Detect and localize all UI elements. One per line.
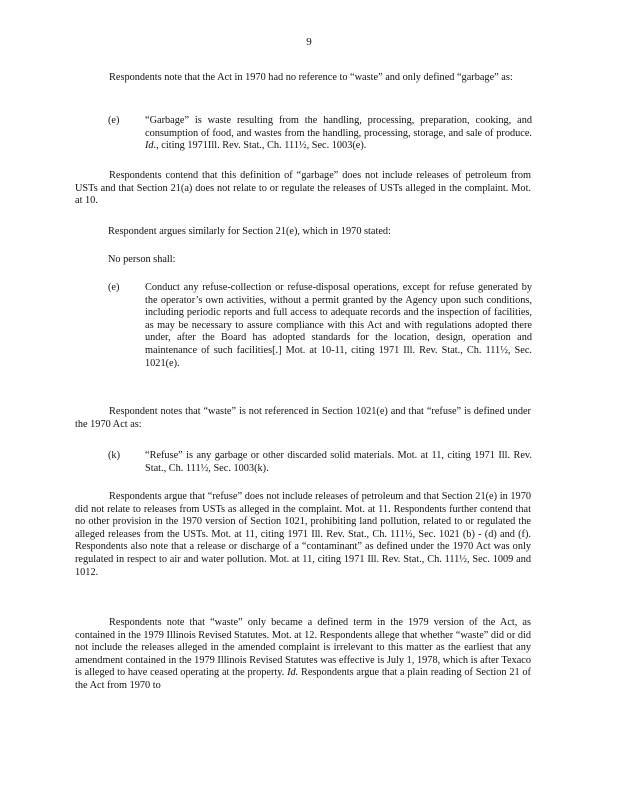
paragraph-refuse-intro: Respondent notes that “waste” is not referenced in Section 1021(e) and that “refuse” is defined under the 1970 Act as: [75, 406, 531, 430]
paragraph-contend-garbage: Respondents contend that this definition of “garbage” does not include releases of petroleum from USTs and that Section 21(a) does not relate to or regulate the releases of USTs alleged in the complaint. Mot. at 10. [75, 170, 531, 207]
paragraph-no-person: No person shall: [108, 254, 176, 265]
paragraph-waste-1979: Respondents note that “waste” only became a defined term in the 1979 version of the Act, as contained in the 1979 Illinois Revised Statutes. Mot. at 12. Respondents allege that whether “waste” did or did not include the releases alleged in the amended complaint is irrelevant to this matter as the earliest that any amendment contained in the 1979 Illinois Revised Statutes was effective is July 1, 1978, which is after Texaco is alleged to have ceased operating at the property. Id. Respondents argue that a plain reading of Section 21 of the Act from 1970 to [75, 617, 531, 691]
quote-text: “Garbage” is waste resulting from the handling, processing, preparation, cooking, and consumption of food, and wastes from the handling, processing, storage, and sale of produce. Id., citing 1971Ill. Rev. Stat., Ch. 111½, Sec. 1003(e). [145, 115, 532, 152]
quote-label: (e) [108, 282, 120, 293]
citation-id: Id. [287, 667, 299, 679]
quote-label: (e) [108, 115, 120, 126]
quote-text: Conduct any refuse-collection or refuse-disposal operations, except for refuse generated by the operator’s own activities, without a permit granted by the Agency upon such conditions, including periodic reports and full access to adequate records and the inspection of facilities, as may be necessary to assure compliance with this Act and with regulations adopted there under, after the Board has adopted standards for the location, design, operation and maintenance of such facilities[.] Mot. at 10-11, citing 1971 Ill. Rev. Stat., Ch. 111½, Sec. 1021(e). [145, 282, 532, 369]
paragraph-refuse-argument: Respondents argue that “refuse” does not include releases of petroleum and that Section 21(e) in 1970 did not relate to releases from USTs as alleged in the complaint. Mot. at 11. Respondents further contend that no other provision in the 1970 version of Section 1021, prohibiting land pollution, related to or regulated the alleged releases from the USTs. Mot. at 11, citing 1971 Ill. Rev. Stat., Ch. 111½, Sec. 1021 (b) - (d) and (f). Respondents also note that a release or discharge of a “contaminant” as defined under the 1970 Act was only regulated in respect to air and water pollution. Mot. at 11, citing 1971 Ill. Rev. Stat., Ch. 111½, Sec. 1009 and 1012. [75, 491, 531, 578]
quote-label: (k) [108, 450, 121, 461]
page-number: 9 [306, 36, 312, 48]
quote-text: “Refuse” is any garbage or other discarded solid materials. Mot. at 11, citing 1971 Ill. Rev. Stat., Ch. 111½, Sec. 1003(k). [145, 450, 532, 474]
paragraph-section-21e: Respondent argues similarly for Section 21(e), which in 1970 stated: [108, 226, 391, 237]
quote-refuse-definition [108, 450, 532, 475]
citation-id: Id. [145, 140, 157, 152]
paragraph-garbage-intro: Respondents note that the Act in 1970 had no reference to “waste” and only defined “garbage” as: [109, 72, 513, 83]
quote-garbage-definition [108, 115, 532, 153]
quote-section-21e [108, 282, 532, 370]
